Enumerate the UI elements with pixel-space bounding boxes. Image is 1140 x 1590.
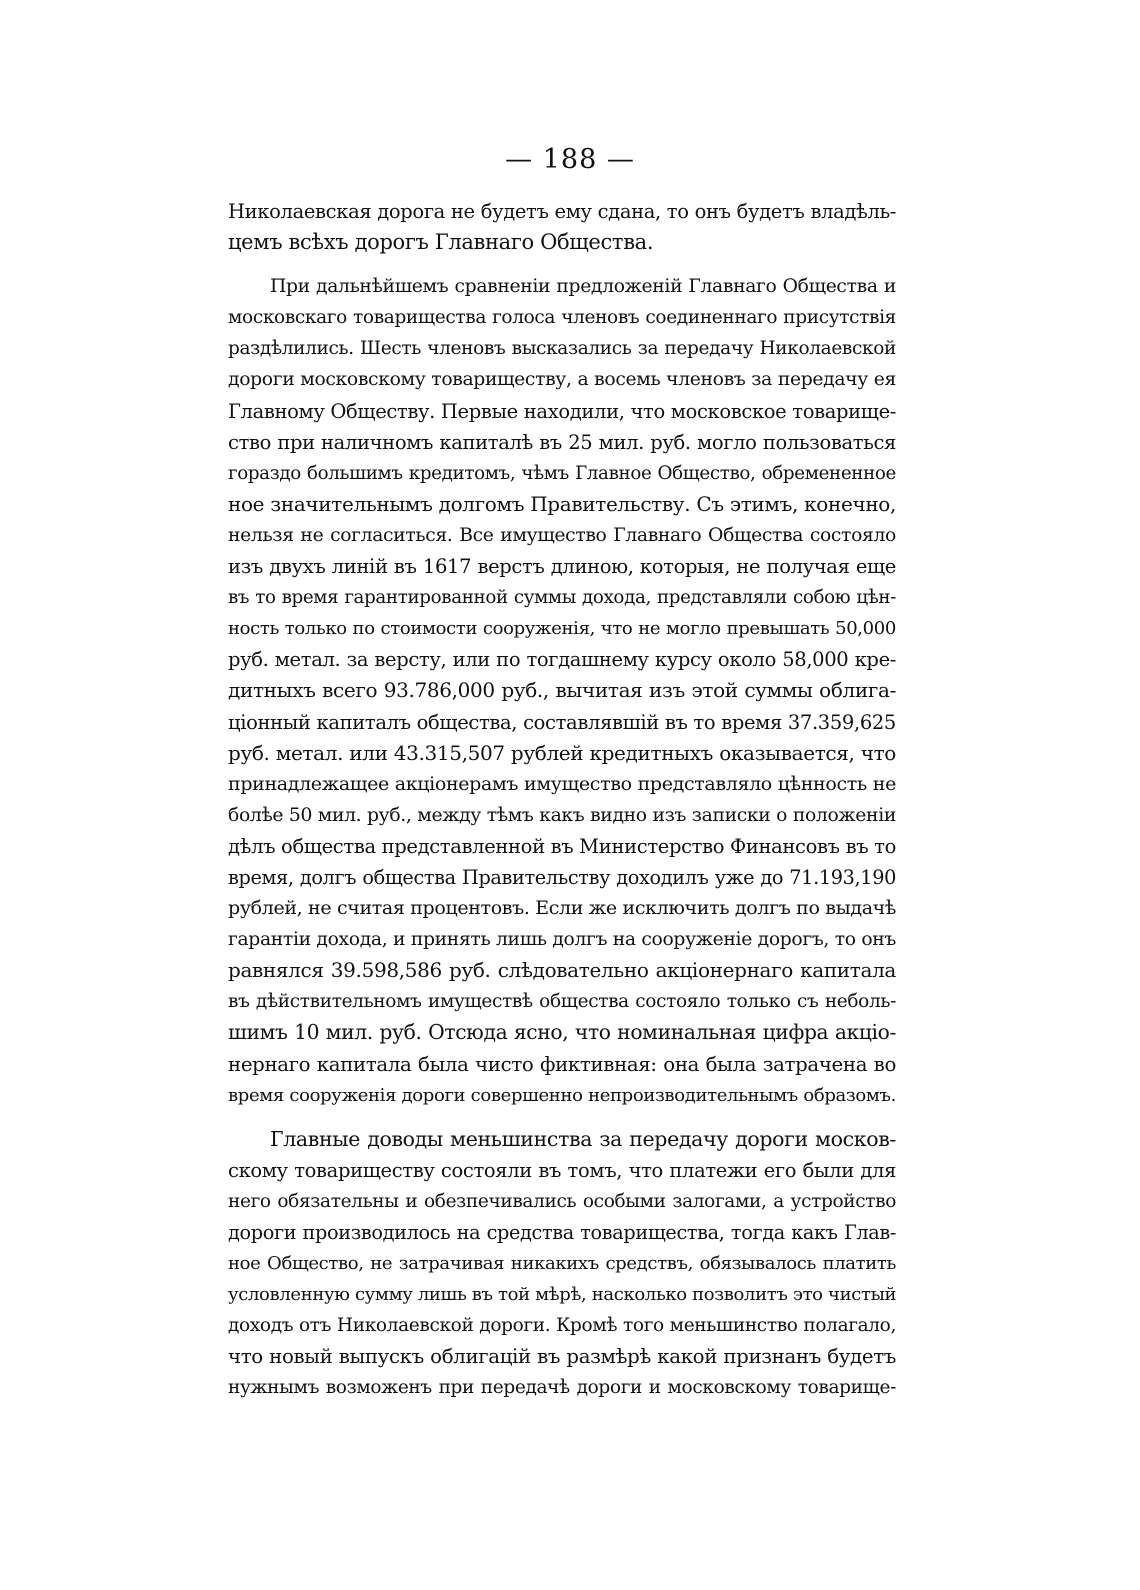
page-number: — 188 — [505,144,635,175]
text-line: дѣлъ общества представленной въ Министерство Финансовъ въ то [228,834,896,858]
text-line: гораздо большимъ кредитомъ, чѣмъ Главное Общество, обремененное [228,462,896,484]
text-line: Главному Обществу. Первые находили, что московское товарище- [228,399,896,423]
text-line: гарантіи дохода, и принять лишь долгъ на сооруженіе дорогъ, то онъ [228,929,896,951]
text-line: рублей, не считая процентовъ. Если же исключить долгъ по выдачѣ [228,897,896,920]
text-line: время сооруженія дороги совершенно непроизводительнымъ образомъ. [228,1084,896,1106]
text-line: ное Общество, не затрачивая никакихъ средствъ, обязывалось платить [228,1253,896,1275]
text-line: нернаго капитала была чисто фиктивная: она была затрачена во [228,1052,896,1076]
text-line: При дальнѣйшемъ сравненіи предложеній Главнаго Общества и [270,276,896,298]
text-line: руб. метал. или 43.315,507 рублей кредитныхъ оказывается, что [228,740,896,765]
text-line: Николаевская дорога не будетъ ему сдана, то онъ будетъ владѣль- [228,200,896,223]
text-line: что новый выпускъ облигацій въ размѣрѣ какой признанъ будетъ [228,1345,896,1369]
paragraph-2 [228,271,896,1111]
text-line: въ дѣйствительномъ имуществѣ общества состояло только съ неболь- [228,991,896,1013]
text-line: принадлежащее акціонерамъ имущество представляло цѣнность не [228,772,896,795]
text-line: ціонный капиталъ общества, составлявшій въ то время 37.359,625 [228,710,896,734]
text-line: въ то время гарантированной суммы дохода, представляли собою цѣн- [228,587,896,609]
text-line: дороги производилось на средства товарищества, тогда какъ Глав- [228,1221,896,1244]
text-line: условленную сумму лишь въ той мѣрѣ, насколько позволитъ это чистый [228,1284,897,1306]
text-line: нельзя не согласиться. Все имущество Главнаго Общества состояло [228,524,896,546]
text-line: болѣе 50 мил. руб., между тѣмъ какъ видно изъ записки о положеніи [228,804,896,826]
text-line: изъ двухъ линій въ 1617 верстъ длиною, которыя, не получая еще [228,555,896,579]
text-line: раздѣлились. Шесть членовъ высказались за передачу Николаевской [228,338,896,360]
paragraph-1 [228,196,896,258]
paragraph-3 [228,1124,896,1404]
text-line: Главные доводы меньшинства за передачу дороги москов- [270,1126,896,1151]
text-line: ность только по стоимости сооруженія, что не могло превышать 50,000 [228,618,896,640]
text-line: время, долгъ общества Правительству доходилъ уже до 71.193,190 [228,865,896,889]
text-line: руб. метал. за версту, или по тогдашнему курсу около 58,000 кре- [228,648,896,672]
text-line: скому товариществу состояли въ томъ, что платежи его были для [228,1158,896,1182]
text-line: дороги московскому товариществу, а восемь членовъ за передачу ея [228,369,896,391]
text-line: цемъ всѣхъ дорогъ Главнаго Общества. [228,230,654,255]
text-line: московскаго товарищества голоса членовъ соединеннаго присутствія [228,307,896,329]
page-text [228,196,896,1404]
text-line: ство при наличномъ капиталѣ въ 25 мил. руб. могло пользоваться [228,430,896,454]
text-line: нужнымъ возможенъ при передачѣ дороги и московскому товарище- [228,1377,896,1399]
text-line: доходъ отъ Николаевской дороги. Кромѣ того меньшинство полагало, [228,1315,896,1337]
text-line: ное значительнымъ долгомъ Правительству. Съ этимъ, конечно, [228,491,896,516]
text-line: шимъ 10 мил. руб. Отсюда ясно, что номинальная цифра акціо- [228,1020,896,1045]
text-line: равнялся 39.598,586 руб. слѣдовательно акціонернаго капитала [228,958,896,983]
text-line: дитныхъ всего 93.786,000 руб., вычитая изъ этой суммы облига- [228,678,896,703]
text-line: него обязательны и обезпечивались особыми залогами, а устройство [228,1190,896,1212]
